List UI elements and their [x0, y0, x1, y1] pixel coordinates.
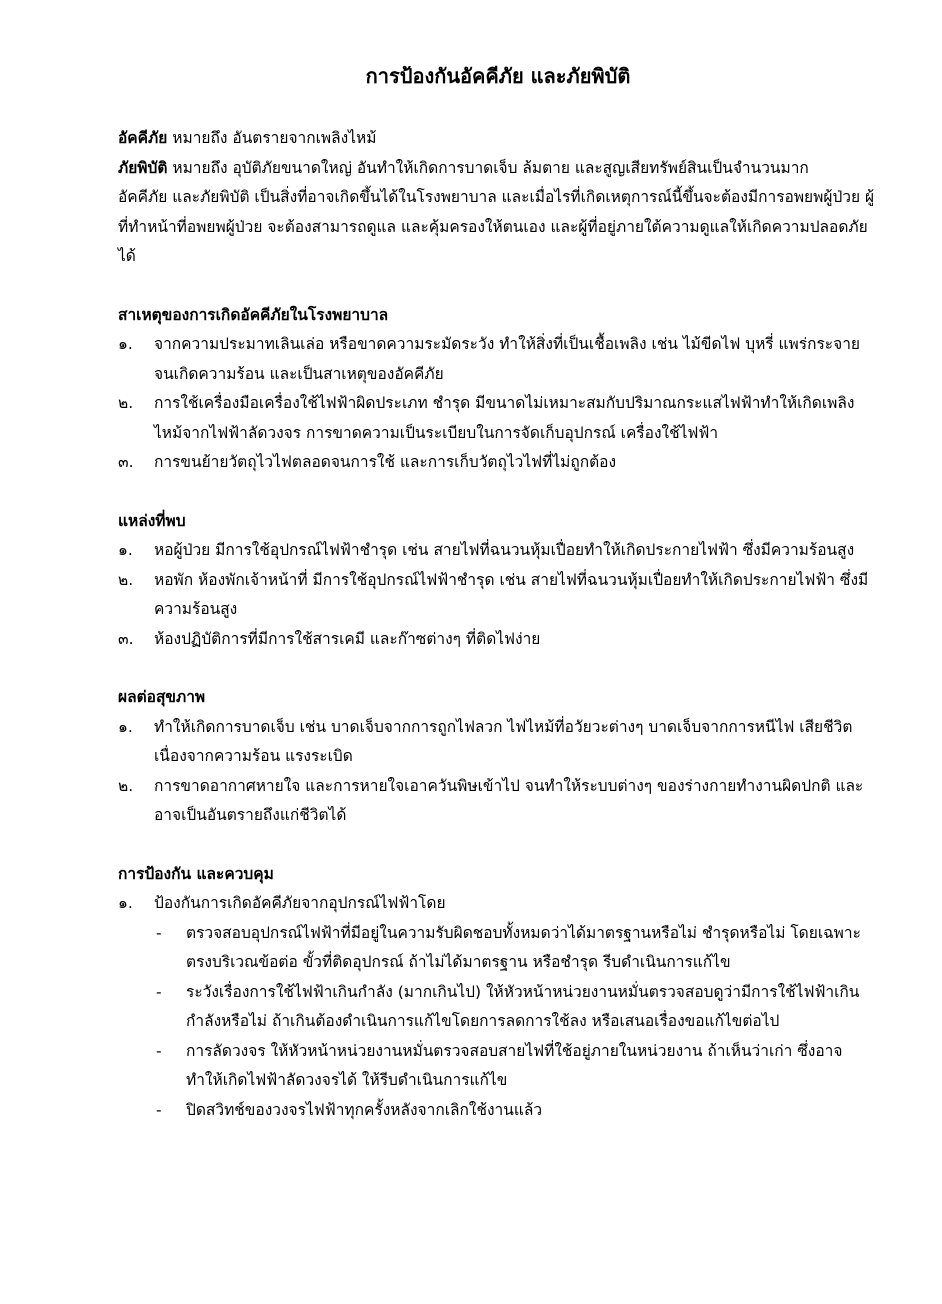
section-sources — [118, 507, 878, 655]
dash-item — [154, 978, 878, 1037]
dash-item-text: การลัดวงจร ให้หัวหน้าหน่วยงานหมั่นตรวจสอบสายไฟที่ใช้อยู่ภายในหน่วยงาน ถ้าเห็นว่าเก่า ซึ่งอาจทำให้เกิดไฟฟ้าลัดวงจรได้ ให้รีบดำเนินการแก้ไข — [186, 1041, 843, 1089]
item-text: หอพัก ห้องพักเจ้าหน้าที่ มีการใช้อุปกรณ์ไฟฟ้าชำรุด เช่น สายไฟที่ฉนวนหุ้มเปื่อยทำให้เกิดประกายไฟฟ้า ซึ่งมีความร้อนสูง — [154, 570, 869, 618]
item-number: ๓. — [118, 453, 134, 471]
list-item — [118, 536, 878, 566]
item-text: การขาดอากาศหายใจ และการหายใจเอาควันพิษเข้าไป จนทำให้ระบบต่างๆ ของร่างกายทำงานผิดปกติ และอาจเป็นอันตรายถึงแก่ชีวิตได้ — [154, 776, 864, 824]
item-number: ๑. — [118, 541, 133, 559]
dash-marker: - — [156, 1100, 162, 1119]
intro-paragraph: อัคคีภัย และภัยพิบัติ เป็นสิ่งที่อาจเกิดขึ้นได้ในโรงพยาบาล และเมื่อไรที่เกิดเหตุการณ์นี้ขึ้นจะต้องมีการอพยพผู้ป่วย ผู้ที่ทำหน้าที่อพยพผู้ป่วย จะต้องสามารถดูแล และคุ้มครองให้ตนเอง และผู้ที่อยู่ภายใต้ความดูแลให้เกิดความปลอดภัยได้ — [118, 188, 875, 265]
list-item — [118, 625, 878, 655]
numbered-list — [118, 713, 878, 831]
list-item — [118, 889, 878, 1125]
list-item — [118, 330, 878, 389]
item-number: ๑. — [118, 335, 133, 353]
list-item — [118, 389, 878, 448]
definition-term: ภัยพิบัติ — [118, 158, 168, 177]
document-page — [118, 56, 878, 1125]
document-title: การป้องกันอัคคีภัย และภัยพิบัติ — [365, 64, 631, 88]
item-number: ๒. — [118, 776, 134, 795]
intro-block — [118, 124, 878, 272]
dash-marker: - — [156, 982, 162, 1001]
item-text: ป้องกันการเกิดอัคคีภัยจากอุปกรณ์ไฟฟ้าโดย — [154, 894, 446, 912]
dash-item — [154, 1037, 878, 1096]
item-text: หอผู้ป่วย มีการใช้อุปกรณ์ไฟฟ้าชำรุด เช่น สายไฟที่ฉนวนหุ้มเปื่อยทำให้เกิดประกายไฟฟ้า ซึ่งมีความร้อนสูง — [154, 541, 855, 559]
section-heading: สาเหตุของการเกิดอัคคีภัยในโรงพยาบาล — [118, 305, 389, 324]
definition-disaster — [118, 154, 878, 184]
list-item — [118, 713, 878, 772]
item-text: ทำให้เกิดการบาดเจ็บ เช่น บาดเจ็บจากการถูกไฟลวก ไฟไหม้ที่อวัยวะต่างๆ บาดเจ็บจากการหนีไฟ เสียชีวิตเนื่องจากความร้อน แรงระเบิด — [154, 717, 853, 765]
dash-item-text: ระวังเรื่องการใช้ไฟฟ้าเกินกำลัง (มากเกินไป) ให้หัวหน้าหน่วยงานหมั่นตรวจสอบดูว่ามีการใช้ไฟฟ้าเกินกำลังหรือไม่ ถ้าเกินต้องดำเนินการแก้ไขโดยการลดการใช้ลง หรือเสนอเรื่องขอแก้ไขต่อไป — [186, 982, 860, 1030]
list-item — [118, 772, 878, 831]
section-prevention — [118, 860, 878, 1126]
dash-marker: - — [156, 923, 162, 942]
item-number: ๓. — [118, 629, 134, 648]
section-causes — [118, 301, 878, 478]
definition-fire — [118, 124, 878, 154]
definition-term: อัคคีภัย — [118, 129, 168, 147]
dash-item — [154, 1096, 878, 1126]
section-heading: ผลต่อสุขภาพ — [118, 688, 206, 706]
item-number: ๑. — [118, 717, 133, 736]
item-number: ๒. — [118, 394, 134, 412]
section-heading: แหล่งที่พบ — [118, 511, 186, 530]
numbered-list — [118, 330, 878, 478]
numbered-list — [118, 536, 878, 654]
dash-item-text: ตรวจสอบอุปกรณ์ไฟฟ้าที่มีอยู่ในความรับผิดชอบทั้งหมดว่าได้มาตรฐานหรือไม่ ชำรุดหรือไม่ โดยเฉพาะตรงบริเวณข้อต่อ ขั้วที่ติดอุปกรณ์ ถ้าไม่ได้มาตรฐาน หรือชำรุด รีบดำเนินการแก้ไข — [186, 923, 861, 971]
section-heading: การป้องกัน และควบคุม — [118, 864, 274, 883]
dash-list — [154, 919, 878, 1126]
item-text: ห้องปฏิบัติการที่มีการใช้สารเคมี และก๊าซต่างๆ ที่ติดไฟง่าย — [154, 629, 541, 648]
item-text: การใช้เครื่องมือเครื่องใช้ไฟฟ้าผิดประเภท ชำรุด มีขนาดไม่เหมาะสมกับปริมาณกระแสไฟฟ้าทำให้เกิดเพลิงไหม้จากไฟฟ้าลัดวงจร การขาดความเป็นระเบียบในการจัดเก็บอุปกรณ์ เครื่องใช้ไฟฟ้า — [154, 394, 855, 442]
item-number: ๒. — [118, 570, 134, 589]
definition-text: หมายถึง อันตรายจากเพลิงไหม้ — [167, 129, 377, 147]
list-item — [118, 448, 878, 478]
dash-marker: - — [156, 1041, 162, 1060]
section-health-effects — [118, 683, 878, 831]
item-text: จากความประมาทเลินเล่อ หรือขาดความระมัดระวัง ทำให้สิ่งที่เป็นเชื้อเพลิง เช่น ไม้ขีดไฟ บุหรี่ แพร่กระจายจนเกิดความร้อน และเป็นสาเหตุของอัคคีภัย — [154, 335, 860, 383]
dash-item — [154, 919, 878, 978]
definition-text: หมายถึง อุบัติภัยขนาดใหญ่ อันทำให้เกิดการบาดเจ็บ ล้มตาย และสูญเสียทรัพย์สินเป็นจำนวนมาก — [167, 158, 809, 177]
numbered-list — [118, 889, 878, 1125]
item-number: ๑. — [118, 894, 133, 912]
dash-item-text: ปิดสวิทช์ของวงจรไฟฟ้าทุกครั้งหลังจากเลิกใช้งานแล้ว — [186, 1100, 543, 1119]
item-text: การขนย้ายวัตถุไวไฟตลอดจนการใช้ และการเก็บวัตถุไวไฟที่ไม่ถูกต้อง — [154, 453, 617, 471]
list-item — [118, 566, 878, 625]
